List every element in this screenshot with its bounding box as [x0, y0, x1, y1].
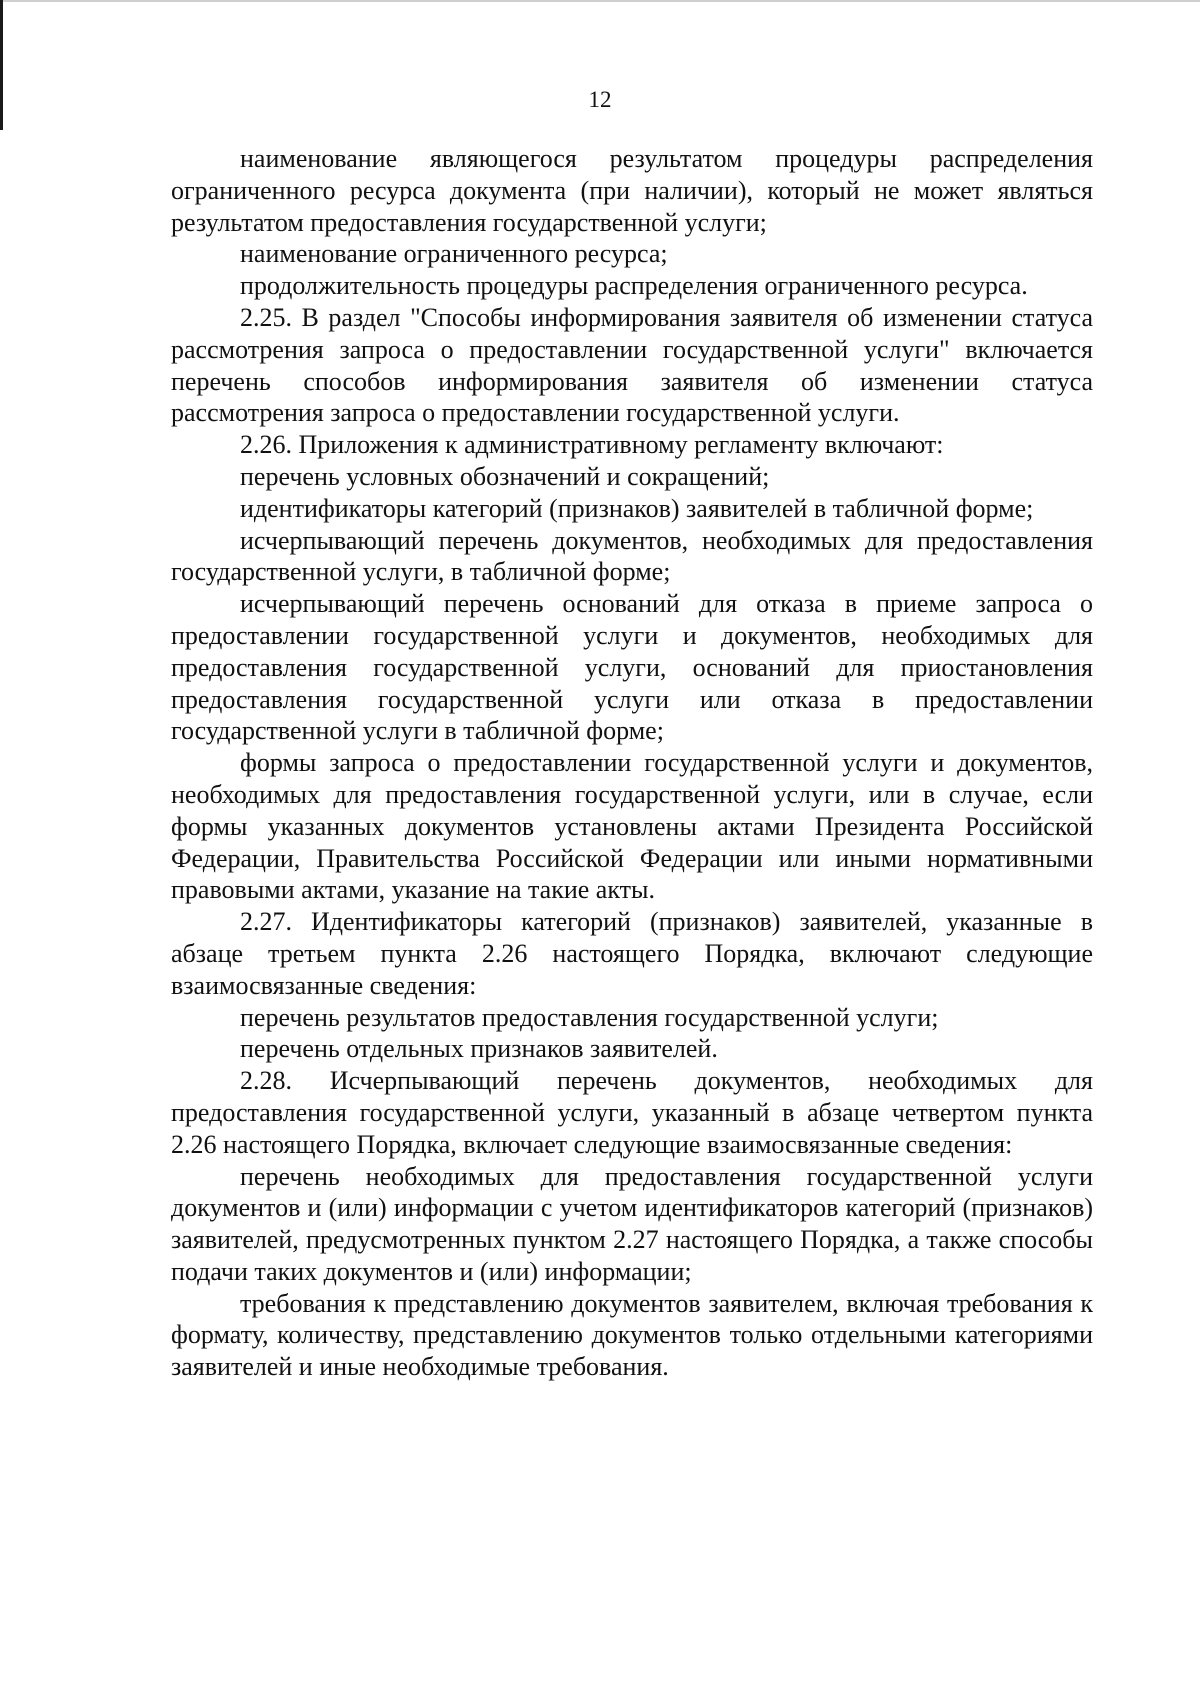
paragraph: исчерпывающий перечень документов, необходимых для предоставления государственной услуги, в табличной форме; — [171, 525, 1093, 587]
paragraph: перечень условных обозначений и сокращений; — [240, 461, 770, 491]
paragraph: перечень отдельных признаков заявителей. — [240, 1034, 718, 1064]
page-number: 12 — [588, 87, 612, 112]
paragraph: продолжительность процедуры распределения ограниченного ресурса. — [240, 271, 1028, 301]
paragraph: исчерпывающий перечень оснований для отказа в приеме запроса о предоставлении государственной услуги и документов, необходимых для предоставления государственной услуги, оснований для приостановления предоставления государственной услуги или отказа в предоставлении государственной услуги в табличной форме; — [171, 589, 1093, 746]
paragraph: наименование ограниченного ресурса; — [240, 239, 668, 269]
paragraph: 2.28. Исчерпывающий перечень документов, необходимых для предоставления государственной услуги, указанный в абзаце четвертом пункта 2.26 настоящего Порядка, включает следующие взаимосвязанные сведения: — [171, 1066, 1093, 1159]
paragraph: идентификаторы категорий (признаков) заявителей в табличной форме; — [240, 493, 1034, 523]
scan-top-edge — [0, 0, 1200, 2]
paragraph: 2.27. Идентификаторы категорий (признаков) заявителей, указанные в абзаце третьем пункта 2.26 настоящего Порядка, включают следующие взаимосвязанные сведения: — [171, 907, 1093, 1000]
paragraph: 2.25. В раздел "Способы информирования заявителя об изменении статуса рассмотрения запроса о предоставлении государственной услуги" включается перечень способов информирования заявителя об изменении статуса рассмотрения запроса о предоставлении государственной услуги. — [171, 302, 1093, 428]
document-body — [171, 143, 1093, 1383]
paragraph: 2.26. Приложения к административному регламенту включают: — [240, 430, 944, 460]
paragraph: формы запроса о предоставлении государственной услуги и документов, необходимых для предоставления государственной услуги, или в случае, если формы указанных документов установлены актами Президента Российской Федерации, Правительства Российской Федерации или иными нормативными правовыми актами, указание на такие акты. — [171, 748, 1093, 905]
paragraph: требования к представлению документов заявителем, включая требования к формату, количеству, представлению документов только отдельными категориями заявителей и иные необходимые требования. — [171, 1288, 1093, 1382]
paragraph: перечень результатов предоставления государственной услуги; — [240, 1002, 939, 1032]
paragraph: наименование являющегося результатом процедуры распределения ограниченного ресурса документа (при наличии), который не может являться результатом предоставления государственной услуги; — [171, 144, 1093, 237]
paragraph: перечень необходимых для предоставления государственной услуги документов и (или) информации с учетом идентификаторов категорий (признаков) заявителей, предусмотренных пунктом 2.27 настоящего Порядка, а также способы подачи таких документов и (или) информации; — [171, 1161, 1093, 1286]
